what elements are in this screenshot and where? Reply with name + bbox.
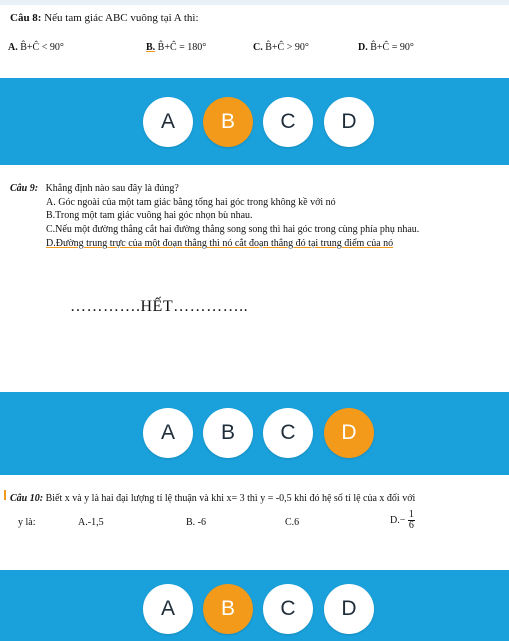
question-8-header: [10, 12, 199, 24]
question-9-header: [10, 183, 179, 195]
q10-option-b: B. -6: [186, 517, 207, 528]
highlight-marker: [4, 490, 6, 500]
answer-b-button[interactable]: B: [203, 97, 253, 147]
answer-a-button[interactable]: A: [143, 97, 193, 147]
answer-a-button[interactable]: A: [143, 584, 193, 634]
answer-c-button[interactable]: C: [263, 408, 313, 458]
answer-b-button[interactable]: B: [203, 408, 253, 458]
answer-d-button[interactable]: D: [324, 584, 374, 634]
answer-d-button[interactable]: D: [324, 408, 374, 458]
answer-d-button[interactable]: D: [324, 97, 374, 147]
question-8-title: Câu 8:: [10, 12, 42, 24]
answer-bar-q10: [0, 570, 509, 641]
question-10-header: [10, 493, 415, 505]
question-10-prompt: Biết x và y là hai đại lượng tỉ lệ thuận và khi x= 3 thì y = -0,5 khi đó hệ số tỉ lệ của x đối với: [45, 493, 416, 504]
top-divider: [0, 0, 509, 5]
q10-lead: y là:: [18, 517, 36, 528]
question-10-title: Câu 10:: [10, 493, 44, 504]
q10-option-c: C.6: [285, 517, 300, 528]
q8-option-d: D. B̂+Ĉ = 90°: [358, 42, 414, 53]
q9-statement-c: C.Nếu một đường thẳng cắt hai đường thẳng song song thì hai góc trong cùng phía phụ nhau.: [46, 224, 420, 235]
q9-statement-d: D.Đường trung trực của một đoạn thẳng thì nó cắt đoạn thẳng đó tại trung điểm của nó: [46, 238, 394, 249]
q9-statement-a: A. Góc ngoài của một tam giác bằng tổng hai góc trong không kề với nó: [46, 197, 336, 208]
question-8-prompt: Nếu tam giác ABC vuông tại A thì:: [44, 12, 199, 24]
answer-c-button[interactable]: C: [263, 584, 313, 634]
question-9-title: Câu 9:: [10, 183, 39, 194]
question-9-prompt: Khẳng định nào sau đây là đúng?: [45, 183, 179, 194]
answer-a-button[interactable]: A: [143, 408, 193, 458]
answer-c-button[interactable]: C: [263, 97, 313, 147]
q10-option-a: A.-1,5: [78, 517, 104, 528]
end-marker: ………….HẾT…………..: [70, 298, 249, 315]
answer-bar-q9: [0, 392, 509, 475]
q8-option-c: C. B̂+Ĉ > 90°: [253, 42, 309, 53]
answer-bar-q8: [0, 78, 509, 165]
q9-statement-b: B.Trong một tam giác vuông hai góc nhọn bù nhau.: [46, 210, 253, 221]
answer-b-button[interactable]: B: [203, 584, 253, 634]
q8-option-a: A. B̂+Ĉ < 90°: [8, 42, 64, 53]
q10-option-d: D.− $\frac{1}{6}$: [390, 509, 414, 531]
fraction: $\frac{1}{6}$: [408, 509, 414, 531]
q8-option-b: B. B̂+Ĉ = 180°: [146, 42, 207, 53]
